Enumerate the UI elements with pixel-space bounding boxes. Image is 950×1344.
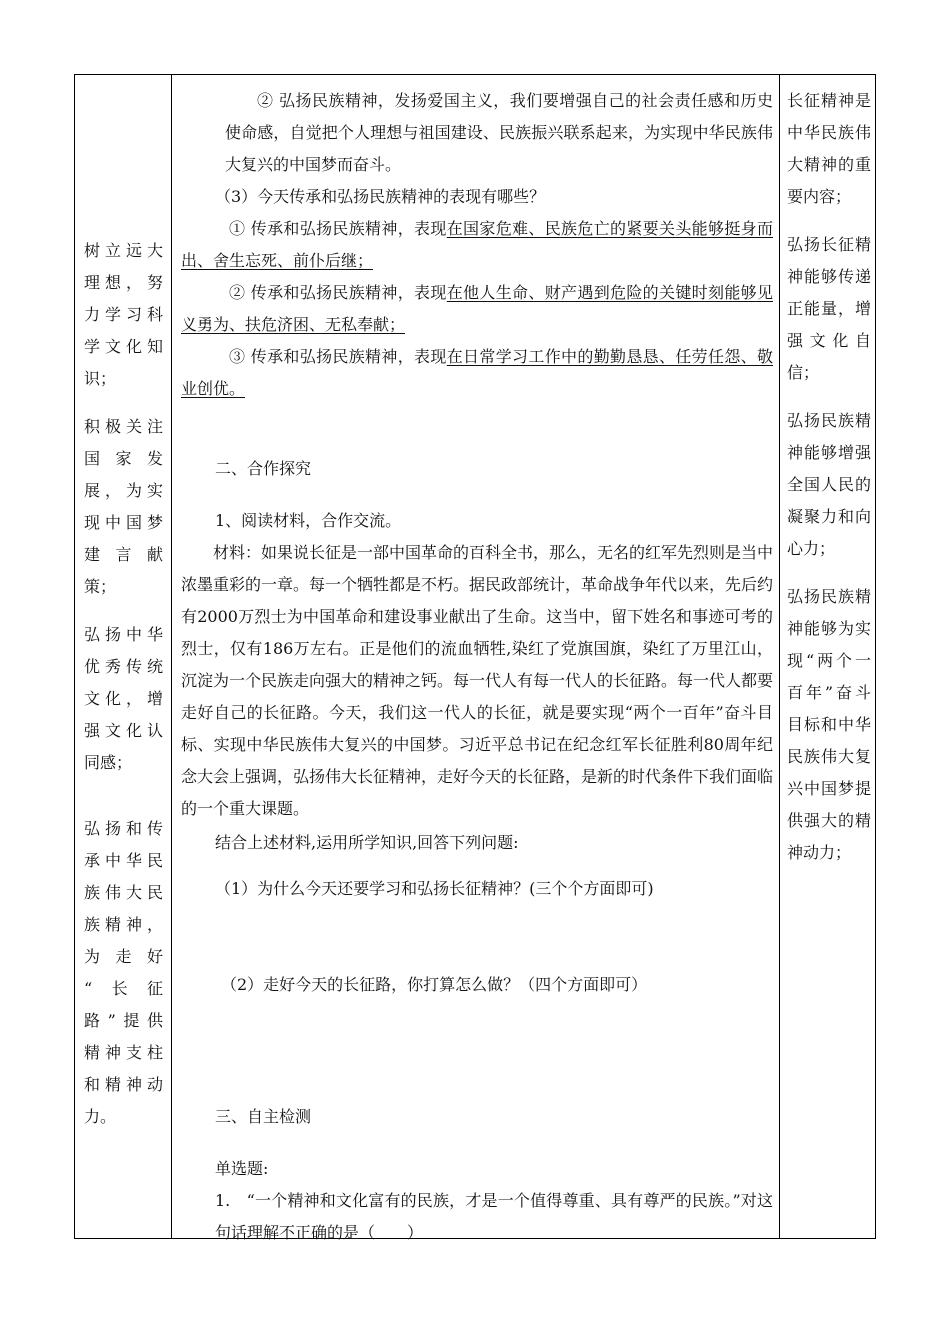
note-line: 全国人民的: [787, 475, 871, 494]
left-note-spirit: [84, 813, 163, 1133]
right-note-dream: [787, 581, 871, 869]
note-line: 建言献: [84, 545, 163, 564]
note-line: 展，为实: [84, 481, 163, 500]
note-line: 和精神动: [84, 1075, 163, 1094]
right-note-longmarch: [787, 85, 871, 213]
combine-instruction: 结合上述材料,运用所学知识,回答下列问题:: [215, 833, 519, 852]
note-line: 强文化自: [787, 331, 871, 350]
left-note-country: [84, 411, 163, 603]
note-line: 弘扬民族精: [787, 587, 871, 606]
answer-1: [181, 213, 773, 277]
note-line: 弘扬和传: [84, 819, 163, 838]
note-line: 弘扬民族精: [787, 411, 871, 430]
note-line: 弘扬中华: [84, 625, 163, 644]
read-instruction: 1、阅读材料，合作交流。: [215, 511, 402, 530]
note-line: 正能量，增: [787, 299, 871, 318]
note-line: 心力；: [787, 539, 836, 558]
right-note-cohesion: [787, 405, 871, 565]
note-line: 强文化认: [84, 721, 163, 740]
left-note-culture: [84, 619, 163, 779]
column-divider: [171, 75, 172, 1238]
column-divider: [779, 75, 780, 1238]
single-choice-label: 单选题:: [215, 1159, 269, 1178]
answer-underlined: 在国家危难、民族危亡的紧要关头能够挺身而出、舍生忘死、前仆后继；: [181, 219, 773, 270]
note-line: 精神支柱: [84, 1043, 163, 1062]
question-3: （3）今天传承和弘扬民族精神的表现有哪些？: [215, 187, 546, 206]
note-line: 现“两个一: [787, 651, 871, 670]
note-line: 供强大的精: [787, 811, 871, 830]
content-table: [74, 74, 876, 1242]
note-line: 弘扬长征精: [787, 235, 871, 254]
note-line: 承中华民: [84, 851, 163, 870]
note-line: 长征精神是: [787, 91, 871, 110]
right-note-energy: [787, 229, 871, 389]
material-passage: 材料：如果说长征是一部中国革命的百科全书，那么，无名的红军先烈则是当中浓墨重彩的一章。每一个牺牲都是不朽。据民政部统计，革命战争年代以来，先后约有2000万烈士为中国革命和建设事业献出了生命。这当中，留下姓名和事迹可考的烈士，仅有186万左右。正是他们的流血牺牲,染红了党旗国旗，染红了万里江山，沉淀为一个民族走向强大的精神之钙。每一代人有每一代人的长征路。每一代人都要走好自己的长征路。今天，我们这一代人的长征，就是要实现“两个一百年”奋斗目标、实现中华民族伟大复兴的中国梦。习近平总书记在纪念红军长征胜利80周年纪念大会上强调，弘扬伟大长征精神，走好今天的长征路，是新的时代条件下我们面临的一个重大课题。: [181, 543, 774, 818]
question-1: （1）为什么今天还要学习和弘扬长征精神？(三个个方面即可): [215, 879, 654, 898]
note-line: 中华民族伟: [787, 123, 871, 142]
note-line: 理想，努: [84, 273, 163, 292]
note-line: 凝聚力和向: [787, 507, 871, 526]
note-line: 文化，增: [84, 689, 163, 708]
note-line: 国家发: [84, 449, 163, 468]
note-line: 要内容；: [787, 187, 852, 206]
section-heading-3: 三、自主检测: [215, 1107, 312, 1126]
note-line: 大精神的重: [787, 155, 871, 174]
note-line: 力。: [84, 1107, 117, 1126]
note-line: 神动力；: [787, 843, 852, 862]
note-line: 神能够增强: [787, 443, 871, 462]
note-line: 族伟大民: [84, 883, 163, 902]
note-line: 神能够为实: [787, 619, 871, 638]
question-item-1: 1. “一个精神和文化富有的民族，才是一个值得尊重、具有尊严的民族。”对这句话理解不正确的是（ ）: [215, 1191, 773, 1242]
note-line: 策；: [84, 577, 117, 596]
note-line: 族精神，: [84, 915, 163, 934]
note-line: 学文化知: [84, 337, 163, 356]
answer-underlined: 在日常学习工作中的勤勤恳恳、任劳任怨、敬业创优。: [181, 347, 773, 398]
note-line: 神能够传递: [787, 267, 871, 286]
note-line: 民族伟大复: [787, 747, 871, 766]
answer-3: [181, 341, 773, 405]
left-note-ideals: [84, 235, 163, 395]
spirit-block: [181, 85, 773, 181]
note-line: 百年”奋斗: [787, 683, 871, 702]
answer-underlined: 在他人生命、财产遇到危险的关键时刻能够见义勇为、扶危济困、无私奉献；: [181, 283, 773, 334]
section-heading-2: 二、合作探究: [215, 459, 312, 478]
note-line: 同感；: [84, 753, 133, 772]
note-line: “长征: [84, 979, 163, 998]
answer-prefix: ③ 传承和弘扬民族精神，表现: [229, 347, 447, 366]
note-line: 识；: [84, 369, 117, 388]
note-line: 信；: [787, 363, 820, 382]
note-line: 优秀传统: [84, 657, 163, 676]
note-line: 兴中国梦提: [787, 779, 871, 798]
note-line: 现中国梦: [84, 513, 163, 532]
paragraph-spirit: ② 弘扬民族精神，发扬爱国主义，我们要增强自己的社会责任感和历史使命感，自觉把个人理想与祖国建设、民族振兴联系起来，为实现中华民族伟大复兴的中国梦而奋斗。: [225, 91, 773, 174]
note-line: 目标和中华: [787, 715, 871, 734]
note-line: 树立远大: [84, 241, 163, 260]
note-line: 路”提供: [84, 1011, 163, 1030]
answer-2: [181, 277, 773, 341]
note-line: 为走好: [84, 947, 163, 966]
answer-prefix: ② 传承和弘扬民族精神，表现: [229, 283, 447, 302]
note-line: 积极关注: [84, 417, 163, 436]
note-line: 力学习科: [84, 305, 163, 324]
answer-prefix: ① 传承和弘扬民族精神，表现: [229, 219, 447, 238]
question-2: （2）走好今天的长征路，你打算怎么做？（四个方面即可）: [221, 975, 648, 994]
